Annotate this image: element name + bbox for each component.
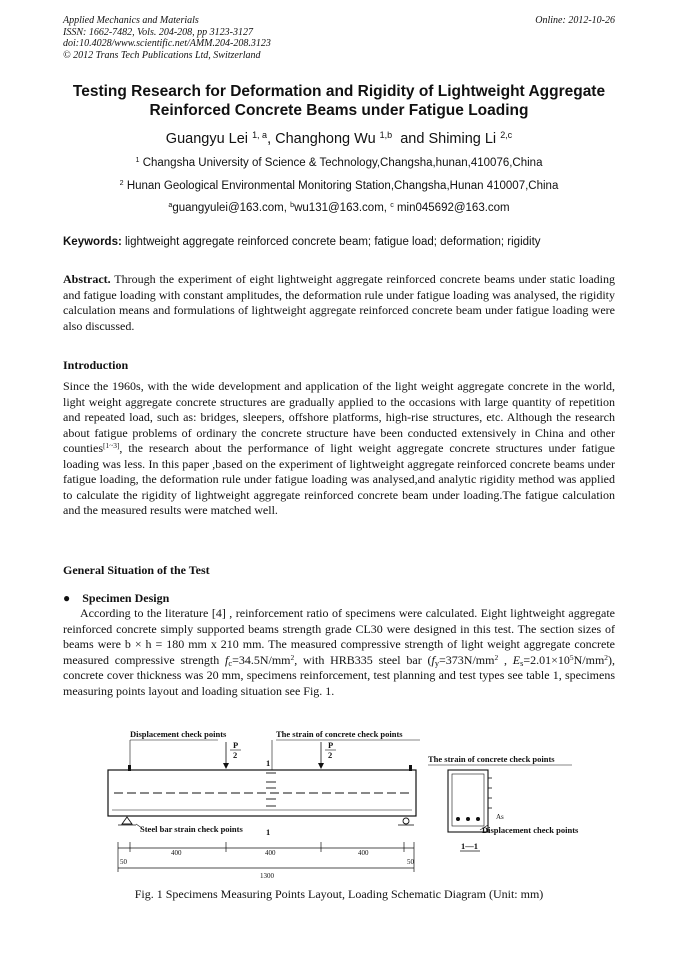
figure-caption: Fig. 1 Specimens Measuring Points Layout, Loading Schematic Diagram (Unit: mm) [134,887,544,901]
author-superscript: 2,c [500,130,513,141]
roller-support-icon [403,818,409,824]
citation: [1~3] [103,440,120,450]
rebar-icon [476,817,480,821]
section-strain-gauges [488,778,492,808]
figure-1-diagram [100,726,620,882]
rebar-icon [456,817,460,821]
arrow-head-icon [223,763,229,769]
label-displacement-check-points: Displacement check points [130,729,227,739]
arrow-head-icon [318,763,324,769]
dim-1300: 1300 [260,872,274,880]
email-link[interactable]: guangyulei@163.com, [172,202,287,214]
as-label: As [496,813,504,821]
keywords [63,236,615,248]
dim-50-right: 50 [407,858,414,866]
copyright: © 2012 Trans Tech Publications Ltd, Switzerland [63,49,261,61]
label-concrete-strain-check-points-2: The strain of concrete check points [428,754,555,764]
running-header [63,15,271,61]
dim-400-a: 400 [171,849,182,857]
paper-title: Testing Research for Deformation and Rigidity of Lightweight Aggregate Reinforced Concrete Beams under Fatigue Loading [72,83,606,119]
journal-name: Applied Mechanics and Materials [63,15,199,26]
author-superscript: 1,b [379,130,393,141]
general-situation-heading: General Situation of the Test [63,563,210,577]
concrete-strain-gauges [266,773,276,806]
author-superscript: 1, a [252,130,268,141]
dimension-lines [118,842,414,872]
bullet-icon: ● [63,591,71,605]
displacement-gauge-marker [128,765,131,771]
pin-support-icon [122,817,132,824]
dim-50-left: 50 [120,858,127,866]
introduction-heading: Introduction [63,358,129,372]
dim-400-c: 400 [358,849,369,857]
label-steel-strain-check-points: Steel bar strain check points [140,824,243,834]
introduction-body: Since the 1960s, with the wide development and application of the light weight aggregate concrete in the world, light weight aggregate concrete structures are gradually applied to the occasions with large quantity of repetition and repeated load, such as: bridges, sleepers, offshore platforms, high-rise structures, etc. Although the research about fatigue problems of ordinary the concrete structure have been conducted extensively in China and other counties[1~3], the research about the performance of light weight aggregate concrete structures under fatigue loading was less. In this paper ,based on the experiment of lightweight aggregate reinforced concrete beams under fatigue loading, the deformation rule under fatigue loading was analysed,and analytic rigidity method was applied to calculate the rigidity of lightweight aggregate reinforced concrete beam under loading.The fatigue calculation and the measured results were matched well. [63,379,615,517]
rebar-icon [466,817,470,821]
dim-400-b: 400 [265,849,276,857]
cross-section [448,770,488,832]
email-link[interactable]: min045692@163.com [396,202,510,214]
author-name: Changhong Wu [275,131,376,147]
author-list: Guangyu Lei $^{1, a}$, Changhong Wu $^{1,b}$ and Shiming Li $^{2,c}$ [165,130,513,147]
issn: ISSN: 1662-7482, Vols. 204-208, pp 3123-3127 [63,26,253,38]
affiliation-1: $^1$ Changsha University of Science & Technology,Changsha,hunan,410076,China [135,156,543,169]
author-name: Guangyu Lei [165,131,249,147]
abstract-text: Through the experiment of eight lightweight aggregate reinforced concrete beams under static loading and fatigue loading with constant amplitudes, the deformation rule under fatigue loading was analysed, the rigidity calculation means and formulations of lightweight aggregate reinforced concrete beam under fatigue loading were also discussed. [63,272,615,333]
online-date: Online: 2012-10-26 [535,15,615,26]
email-link[interactable]: wu131@163.com, [294,202,387,214]
section-label: 1—1 [461,841,478,851]
keywords-text: lightweight aggregate reinforced concrete beam; fatigue load; deformation; rigidity [125,236,541,248]
specimen-design-body: According to the literature [4] , reinforcement ratio of specimens were calculated. Eight lightweight aggregate reinforced concrete simply supported beams strength grade CL30 were designed in this test. The section sizes of beams were b × h = 180 mm x 210 mm. The measured compressive strength of light weight aggregate concrete measured compressive strength $f_c=34.5N/mm^2$, with HRB335 steel bar ($f_y=373N/mm^2$ , $E_s=2.01\times 10^5N/mm^2$), concrete cover thickness was 20 mm, specimens reinforcement, test planning and test types see table 1, specimens measuring points layout and loading situation see Fig. 1. [63,606,616,698]
abstract [63,272,615,334]
load-p-left: P [233,740,239,750]
label-concrete-strain-check-points: The strain of concrete check points [276,729,403,739]
email-line: $^a$guangyulei@163.com, $^b$wu131@163.com, $^c$ min045692@163.com [168,201,510,214]
section-marker-bottom: 1 [266,827,271,837]
affiliation-2: $^2$ Hunan Geological Environmental Monitoring Station,Changsha,Hunan 410007,China [119,179,559,192]
author-name: Shiming Li [428,131,497,147]
label-displacement-check-points-2: Displacement check points [482,825,579,835]
displacement-gauge-marker [409,765,412,771]
specimen-design-subheading: ● Specimen Design [63,591,170,605]
section-marker-top: 1 [266,758,271,768]
keywords-label: Keywords: [63,236,122,248]
doi: doi:10.4028/www.scientific.net/AMM.204-208.3123 [63,38,271,49]
abstract-label: Abstract. [63,272,111,286]
load-divisor-right: 2 [328,750,333,760]
load-divisor-left: 2 [233,750,238,760]
load-p-right: P [328,740,334,750]
